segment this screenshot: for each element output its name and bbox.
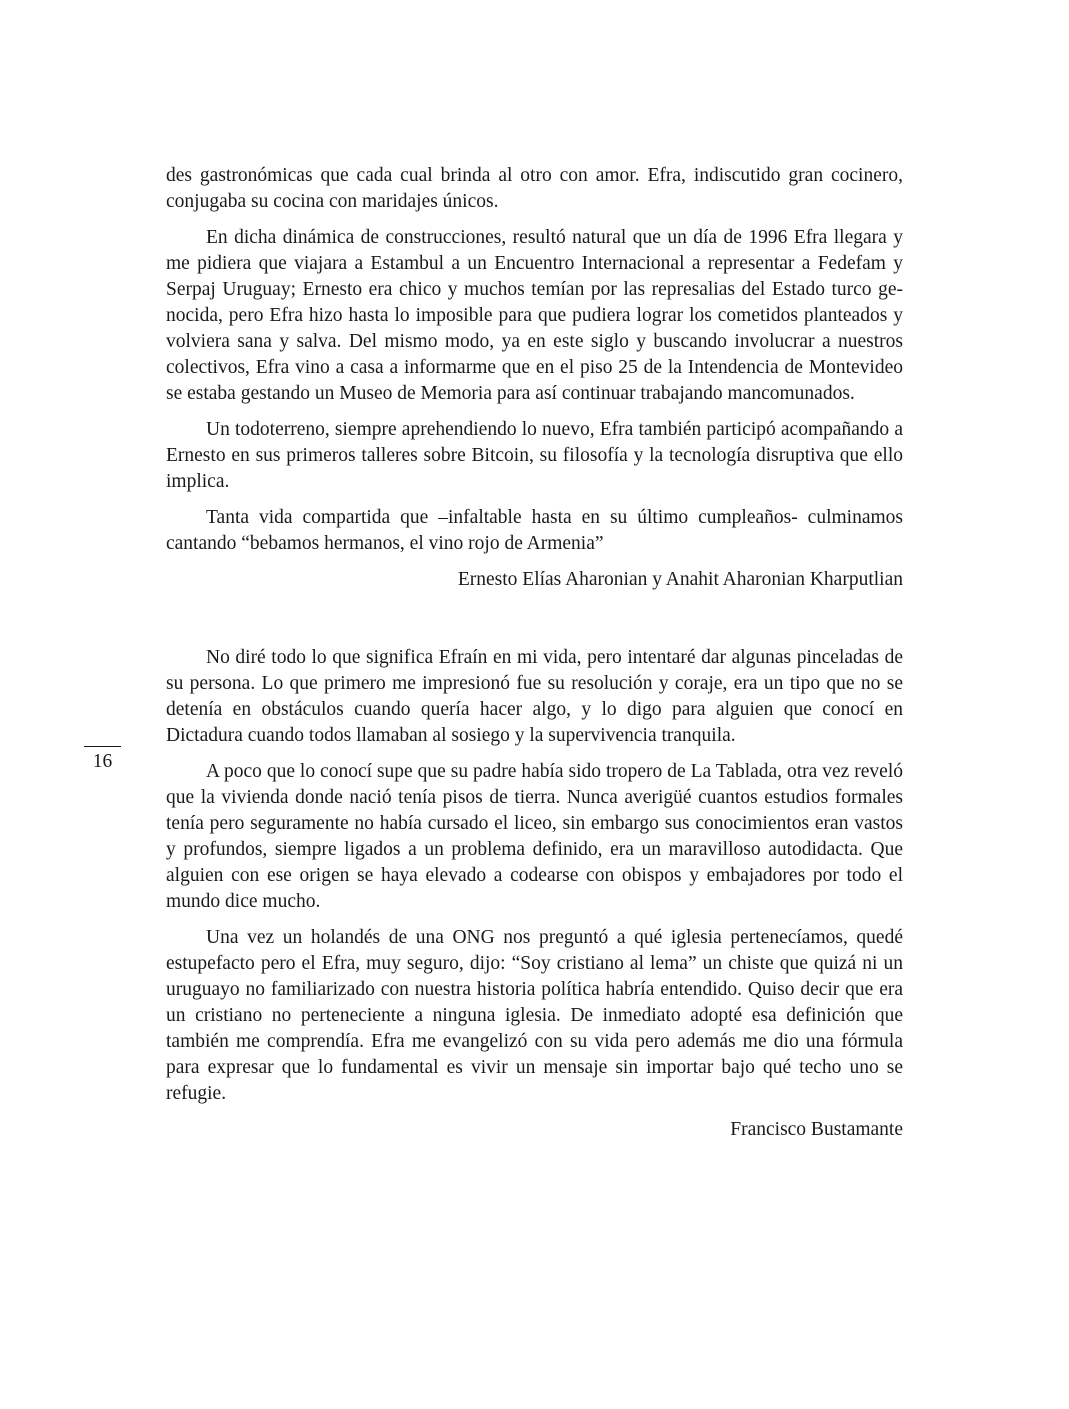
- paragraph: des gastronómicas que cada cual brinda al otro con amor. Efra, indiscutido gran cocinero, conjugaba su cocina con maridajes únicos.: [166, 165, 903, 212]
- testimony-section-aharonian: [166, 163, 903, 603]
- testimony-section-bustamante: [166, 645, 903, 1153]
- paragraph: Una vez un holandés de una ONG nos preguntó a qué iglesia pertenecíamos, quedé estupefacto pero el Efra, muy seguro, dijo: “Soy cristiano al lema” un chiste que quizá ni un uruguayo no familiarizado con nuestra historia política habría entendido. Quiso decir que era un cristiano no perteneciente a ninguna iglesia. De inmediato adopté esa definición que también me comprendía. Efra me evangelizó con su vida pero además me dio una fórmula para expresar que lo fundamental es vivir un mensaje sin importar bajo qué techo uno se refugie.: [166, 927, 903, 1104]
- signature: Ernesto Elías Aharonian y Anahit Aharonian Kharputlian: [457, 569, 903, 590]
- paragraph: No diré todo lo que significa Efraín en mi vida, pero intentaré dar algunas pinceladas de su persona. Lo que primero me impresionó fue su resolución y coraje, era un tipo que no se detenía en obstáculos cuando quería hacer algo, y lo digo para alguien que conocí en Dictadura cuando todos llamaban al sosiego y la supervivencia tranquila.: [166, 647, 903, 746]
- signature: Francisco Bustamante: [730, 1119, 903, 1140]
- paragraph: A poco que lo conocí supe que su padre había sido tropero de La Tablada, otra vez reveló que la vivienda donde nació tenía pisos de tierra. Nunca averigüé cuantos estudios formales tenía pero seguramente no había cursado el liceo, sin embargo sus conocimientos eran vastos y profundos, siempre ligados a un problema definido, era un maravilloso autodidacta. Que alguien con ese origen se haya elevado a codearse con obispos y embajadores por todo el mundo dice mucho.: [166, 761, 903, 912]
- page-number: 16: [84, 746, 121, 774]
- paragraph: En dicha dinámica de construcciones, resultó natural que un día de 1996 Efra llegara y me pidiera que viajara a Estambul a un Encuentro Internacional a representar a Fedefam y Serpaj Uruguay; Ernesto era chico y muchos temían por las represalias del Estado turco genocida, pero Efra hizo hasta lo imposible para que pudiera lograr los cometidos planteados y volviera sana y salva. Del mismo modo, ya en este siglo y buscando involucrar a nuestros colectivos, Efra vino a casa a informarme que en el piso 25 de la Intendencia de Montevideo se estaba gestando un Museo de Memoria para así continuar trabajando mancomunados.: [166, 227, 903, 404]
- paragraph: Un todoterreno, siempre aprehendiendo lo nuevo, Efra también participó acompañando a Ernesto en sus primeros talleres sobre Bitcoin, su filosofía y la tecnología disruptiva que ello implica.: [166, 419, 903, 492]
- paragraph: Tanta vida compartida que –infaltable hasta en su último cumpleaños- culminamos cantando “bebamos hermanos, el vino rojo de Armenia”: [166, 507, 903, 554]
